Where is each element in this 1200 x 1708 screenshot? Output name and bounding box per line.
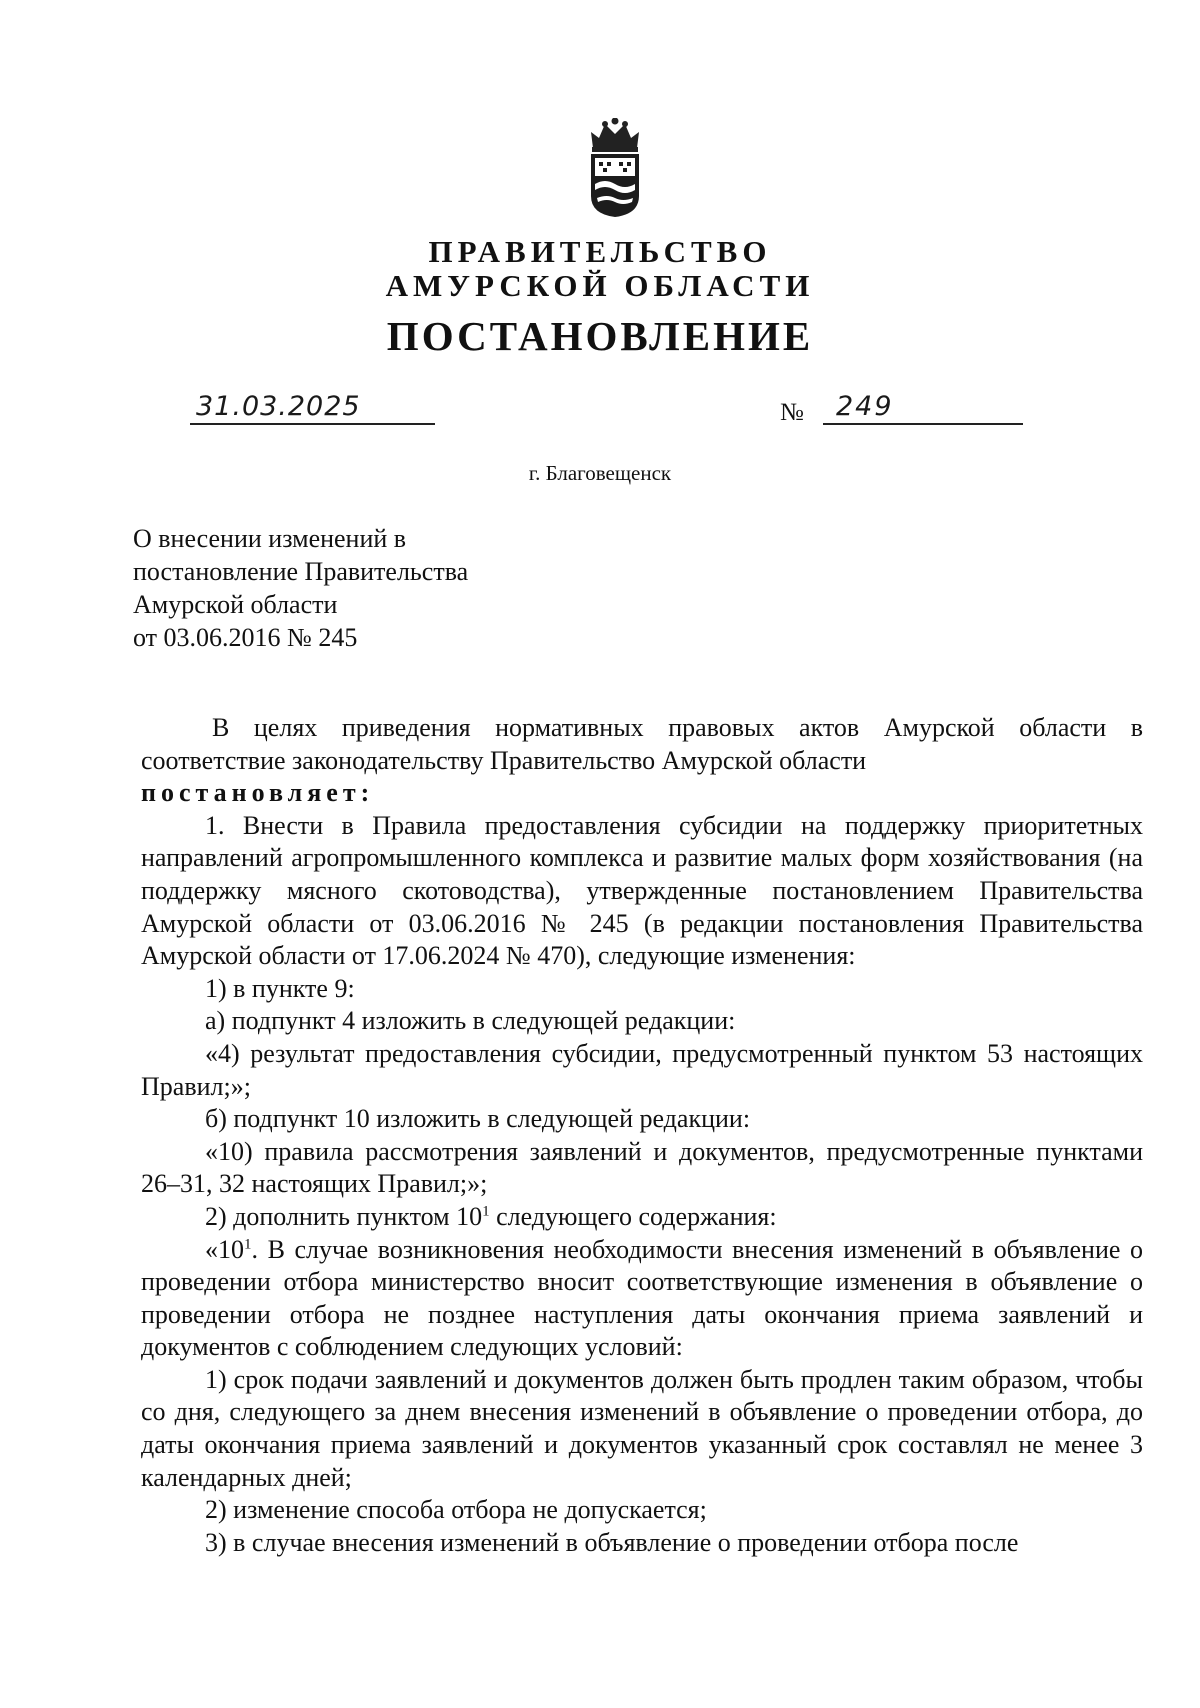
subject-line: постановление Правительства [133,557,469,586]
paragraph [141,1201,1143,1234]
paragraph: 3) в случае внесения изменений в объявление о проведении отбора после [205,1527,1019,1557]
paragraph: «4) результат предоставления субсидии, предусмотренный пунктом 53 настоящих Правил;»; [141,1038,1143,1101]
paragraph: 2) изменение способа отбора не допускается; [205,1495,707,1525]
paragraph: 1) срок подачи заявлений и документов должен быть продлен таким образом, чтобы со дня, следующего за днем внесения изменений в объявление о проведении отбора, до даты окончания приема заявлений и документов указанный срок составлял не менее 3 календарных дней; [141,1364,1143,1492]
intro-paragraph: В целях приведения нормативных правовых актов Амурской области в соответствие законодательству Правительство Амурской области [141,713,1143,775]
superscript: 1 [244,1235,252,1252]
government-title-line1: ПРАВИТЕЛЬСТВО [428,234,772,269]
paragraph [141,1234,1143,1364]
subject-line: от 03.06.2016 № 245 [133,623,358,652]
text-run: 2) дополнить пунктом 10 [205,1201,483,1231]
text-run: следующего содержания: [489,1201,777,1231]
date-underline [190,423,435,425]
city-name: г. Благовещенск [528,461,672,485]
document-date: 31.03.2025 [196,391,361,422]
paragraph: 1) в пункте 9: [205,973,355,1003]
subject-line: О внесении изменений в [133,524,407,553]
document-subject [133,522,633,654]
paragraph: 1. Внести в Правила предоставления субсидии на поддержку приоритетных направлений агропромышленного комплекса и развитие малых форм хозяйствования (на поддержку мясного скотоводства), утвержденные постановлением Правительства Амурской области от 03.06.2016 № 245 (в редакции постановления Правительства Амурской области от 17.06.2024 № 470), следующие изменения: [141,810,1143,971]
text-run: . В случае возникновения необходимости внесения изменений в объявление о проведении отбора министерство вносит соответствующие изменения в объявление о проведении отбора не позднее наступления даты окончания приема заявлений и документов с соблюдением следующих условий: [141,1234,1143,1362]
text-run: «10 [205,1234,244,1264]
decree-word: постановляет: [141,778,375,808]
number-underline [823,423,1023,425]
superscript: 1 [482,1203,490,1220]
subject-line: Амурской области [133,590,338,619]
paragraph: б) подпункт 10 изложить в следующей редакции: [205,1104,751,1134]
paragraph: а) подпункт 4 изложить в следующей редакции: [205,1006,736,1036]
document-body [141,712,1143,1559]
coat-of-arms-icon [583,118,647,218]
number-label: № [780,399,804,426]
document-type-title: ПОСТАНОВЛЕНИЕ [386,313,814,359]
document-number: 249 [836,391,894,422]
government-title-line2: АМУРСКОЙ ОБЛАСТИ [385,268,815,303]
paragraph: «10) правила рассмотрения заявлений и документов, предусмотренные пунктами 26–31, 32 настоящих Правил;»; [141,1136,1143,1199]
